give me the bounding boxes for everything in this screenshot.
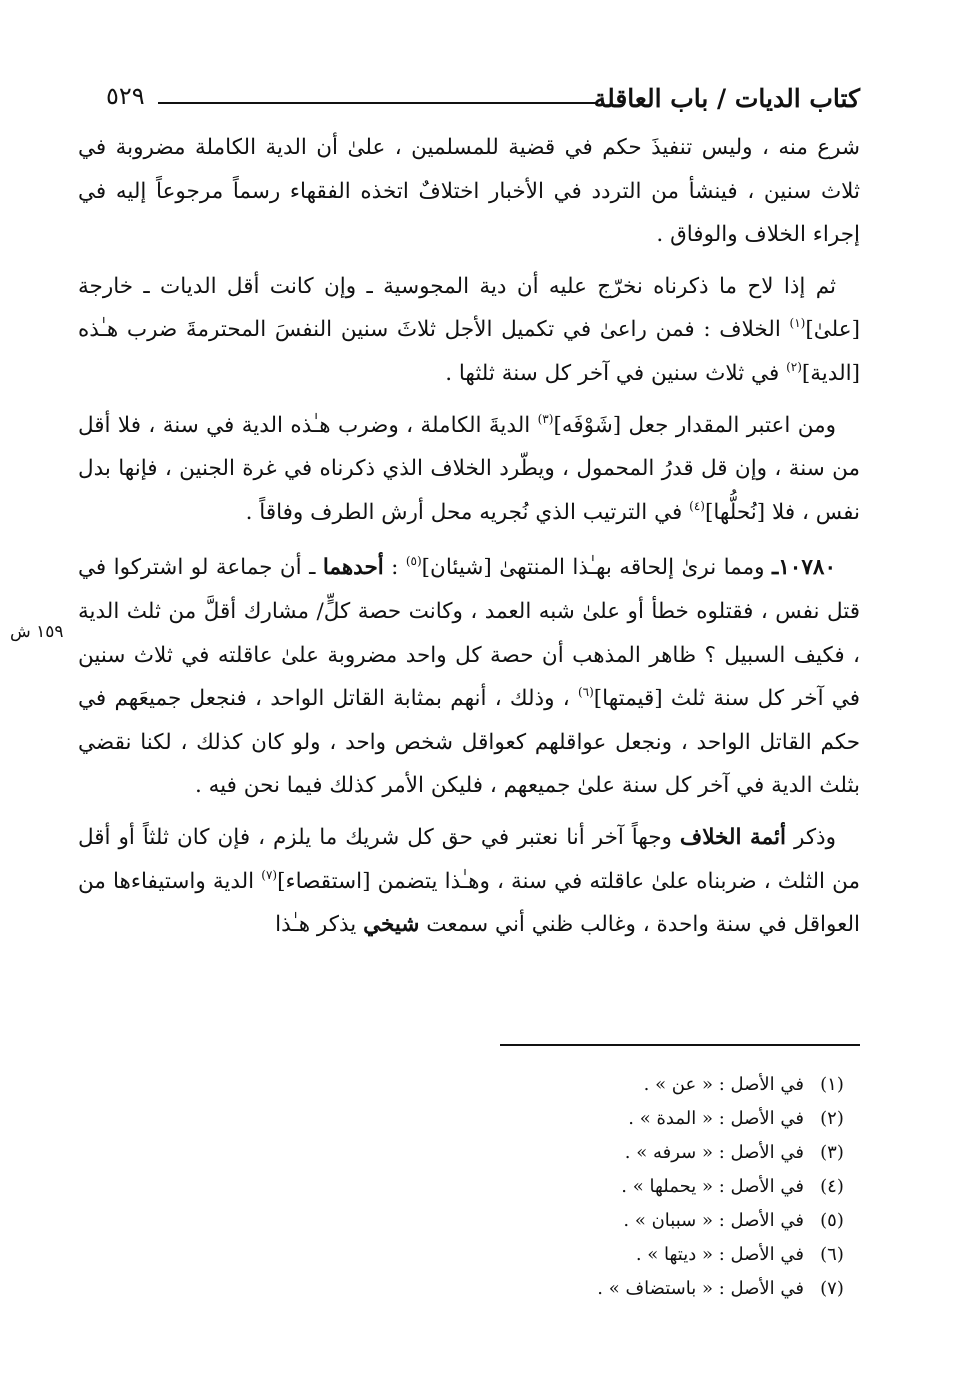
footnote-ref[interactable]: (٢)	[786, 359, 802, 374]
paragraph-text: ومن اعتبر المقدار جعل [شَوْفَه]	[553, 412, 836, 438]
footnote-item	[420, 1068, 860, 1102]
paragraph-text: ومما نرىٰ إلحاقه بهـٰذا المنتهىٰ [شيئان]	[421, 555, 772, 581]
paragraph-text: شرع منه ، وليس تنفيذَ حكم في قضية للمسلمين ، علىٰ أن الدية الكاملة مضروبة في ثلاث سنين ، فينشأ من التردد في الأخبار اختلافٌ اتخذه الفقهاء رسماً مرجوعاً إليه في إجراء الخلاف والوفاق .	[78, 135, 860, 248]
paragraph-text: ثم إذا لاح ما ذكرناه نخرّج عليه أن دية المجوسية ـ وإن كانت أقل الديات ـ خارجة [علىٰ]	[78, 273, 861, 343]
paragraph-text: ـ أن جماعة لو اشتركوا في قتل نفس ، فقتلوه خطأ أو علىٰ شبه العمد ، وكانت حصة كلٍّ/ مشارك أقلَّ من ثلث الدية ، فكيف السبيل ؟ ظاهر المذهب أن حصة كل واحد مضروبة علىٰ عاقلته في ثلاث سنين في آخر كل سنة ثلث [قيمتها]	[78, 555, 860, 712]
footnote-separator	[500, 1044, 860, 1046]
footnote-ref[interactable]: (٥)	[405, 554, 422, 569]
footnote-text: في الأصل : « سرفه » .	[624, 1142, 804, 1163]
paragraph-text: الدية واستيفاءها من العواقل في سنة واحدة ، وغالب ظني أني سمعت	[78, 868, 860, 938]
footnote-item	[420, 1272, 860, 1306]
footnote-text: في الأصل : « المدة » .	[628, 1108, 804, 1129]
footnote-number: (١)	[820, 1074, 844, 1095]
footnote-item	[420, 1170, 860, 1204]
footnote-text: في الأصل : « سببان » .	[623, 1210, 804, 1231]
paragraph-5	[78, 816, 860, 947]
paragraph-text: ، وذلك ، أنهم بمثابة القاتل الواحد ، فنجعل جميعَهم في حكم القاتل الواحد ، ونجعل عواقلهم كعواقل شخص واحد ، ولو كان كذلك ، لكنا نقضي بثلث الدية في آخر كل سنة علىٰ جميعهم ، فليكن الأمر كذلك فيما نحن فيه .	[78, 686, 860, 799]
paragraph-text: الديةَ الكاملة ، وضرب هـٰذه الدية في سنة ، فلا أقل من سنة ، وإن قل قدرُ المحمول ، ويطّرد الخلاف الذي ذكرناه في غرة الجنين ، فإنها بدل نفس ، فلا [نُحلُّها]	[78, 412, 860, 525]
paragraph-number: ١٠٧٨٠ـ	[771, 555, 836, 581]
footnote-ref[interactable]: (١)	[789, 316, 806, 331]
running-header	[100, 80, 860, 120]
header-rule	[158, 102, 598, 104]
paragraph-4	[78, 546, 860, 808]
footnote-text: في الأصل : « ديتها » .	[635, 1244, 804, 1265]
paragraph-1	[78, 126, 860, 257]
footnote-number: (٦)	[820, 1244, 844, 1265]
footnotes-list	[420, 1068, 860, 1306]
main-text	[78, 126, 860, 955]
paragraph-text: في ثلاث سنين في آخر كل سنة ثلثها .	[445, 360, 787, 386]
footnote-number: (٥)	[820, 1210, 844, 1231]
footnote-ref[interactable]: (٦)	[577, 685, 594, 700]
paragraph-text: وذكر	[785, 824, 837, 850]
footnote-ref[interactable]: (٤)	[689, 498, 705, 513]
paragraph-text: :	[383, 555, 406, 581]
footnote-text: في الأصل : « عن » .	[643, 1074, 804, 1095]
footnote-item	[420, 1204, 860, 1238]
footnote-ref[interactable]: (٣)	[537, 411, 554, 426]
footnote-number: (٤)	[820, 1176, 844, 1197]
footnote-text: في الأصل : « يحملها » .	[621, 1176, 804, 1197]
footnote-item	[420, 1136, 860, 1170]
footnote-item	[420, 1102, 860, 1136]
bold-term: أحدهما	[322, 555, 384, 581]
paragraph-3	[78, 404, 860, 535]
paragraph-text: وجهاً آخر أنا نعتبر في حق كل شريك ما يلزم ، فإن كان ثلثاً أو أقل من الثلث ، ضربناه علىٰ عاقلته في سنة ، وهـٰذا يتضمن [استقصاء]	[78, 824, 860, 894]
chapter-title: كتاب الديات / باب العاقلة	[593, 84, 860, 113]
footnote-number: (٢)	[820, 1108, 844, 1129]
paragraph-text: الخلاف : فمن راعىٰ في تكميل الأجل ثلاثَ سنين النفسَ المحترمةَ ضرب هـٰذه [الدية]	[78, 317, 860, 386]
bold-term: أئمة الخلاف	[679, 824, 786, 850]
paragraph-2	[78, 265, 860, 396]
paragraph-text: في الترتيب الذي نُجريه محل أرش الطرف وفاقاً .	[245, 499, 690, 525]
margin-folio-note: ١٥٩ ش	[10, 622, 64, 642]
footnote-number: (٣)	[820, 1142, 844, 1163]
page-number: ٥٢٩	[106, 82, 145, 110]
footnote-item	[420, 1238, 860, 1272]
footnote-text: في الأصل : « باستضاف » .	[597, 1278, 804, 1299]
footnote-ref[interactable]: (٧)	[261, 867, 278, 882]
footnote-number: (٧)	[820, 1278, 844, 1299]
paragraph-text: يذكر هـٰذا	[275, 912, 364, 938]
bold-term: شيخي	[363, 912, 420, 938]
